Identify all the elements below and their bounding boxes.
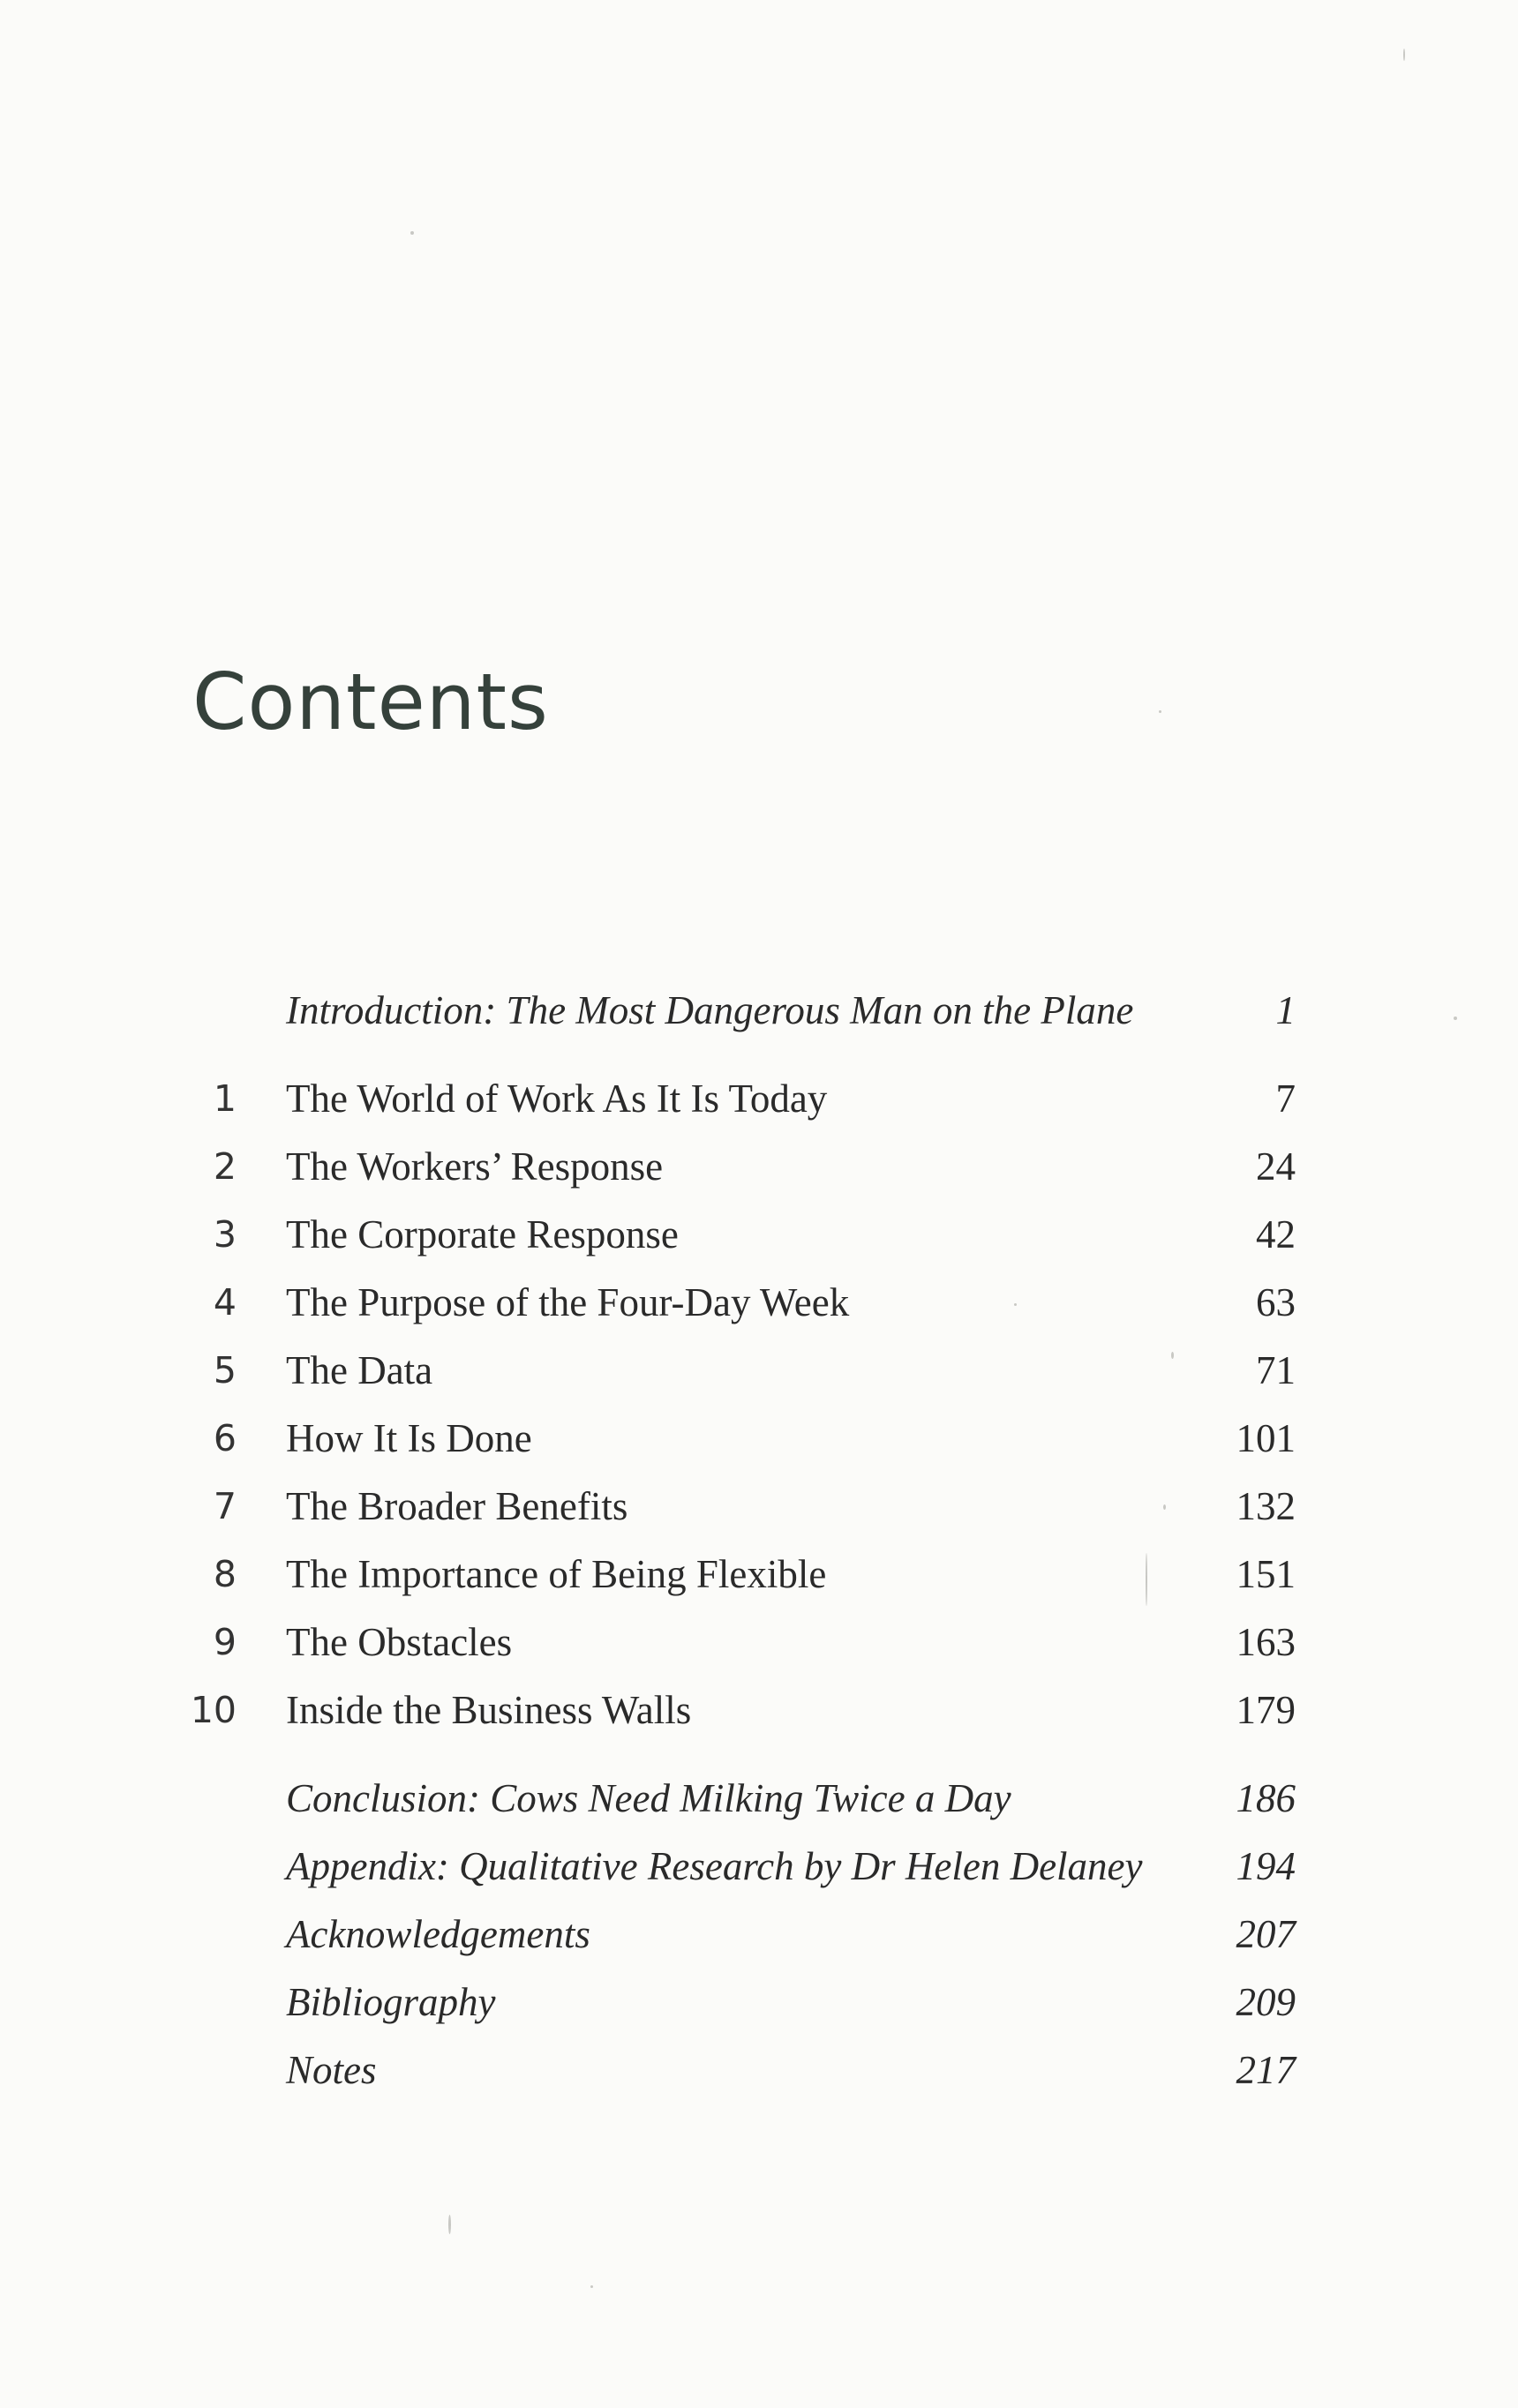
toc-chapter <box>0 1136 1518 1197</box>
scan-speck <box>1403 49 1405 61</box>
scan-speck <box>1014 1303 1017 1306</box>
chapter-title: How It Is Done <box>286 1416 532 1460</box>
chapter-page: 132 <box>1236 1484 1296 1528</box>
chapter-title: The Workers’ Response <box>286 1144 664 1189</box>
toc-chapter <box>0 1611 1518 1673</box>
scan-speck <box>1171 1352 1174 1359</box>
chapter-page: 63 <box>1256 1280 1296 1324</box>
scan-speck <box>590 2285 593 2288</box>
chapter-number: 9 <box>213 1621 237 1663</box>
chapter-title: The Broader Benefits <box>286 1484 628 1528</box>
scan-speck <box>1454 1016 1457 1020</box>
toc-entry-title: Appendix: Qualitative Research by Dr Helen Delaney <box>286 1844 1143 1888</box>
toc-entry-title: Conclusion: Cows Need Milking Twice a Day <box>286 1776 1011 1820</box>
chapter-title: Inside the Business Walls <box>286 1688 692 1732</box>
toc-entry-bibliography <box>0 1971 1518 2033</box>
chapter-title: The Data <box>286 1348 433 1392</box>
toc-chapter <box>0 1204 1518 1265</box>
toc-entry-page: 1 <box>1275 988 1296 1032</box>
chapter-number: 5 <box>213 1349 237 1392</box>
toc-entry-page: 186 <box>1236 1776 1296 1820</box>
toc-chapter <box>0 1475 1518 1537</box>
toc-chapter <box>0 1407 1518 1469</box>
toc-entry-notes <box>0 2039 1518 2101</box>
chapter-page: 151 <box>1236 1552 1296 1596</box>
chapter-number: 8 <box>213 1553 237 1595</box>
scan-speck <box>1146 1553 1147 1606</box>
chapter-page: 42 <box>1256 1212 1296 1257</box>
toc-chapter <box>0 1272 1518 1333</box>
toc-entry-appendix <box>0 1835 1518 1897</box>
scan-speck <box>1163 1504 1166 1510</box>
toc-entry-introduction <box>0 979 1518 1041</box>
toc-entry-page: 207 <box>1236 1912 1296 1956</box>
toc-entry-title: Notes <box>286 2048 377 2092</box>
toc-chapter <box>0 1068 1518 1129</box>
chapter-title: The Importance of Being Flexible <box>286 1552 827 1596</box>
chapter-page: 101 <box>1236 1416 1296 1460</box>
chapter-number: 3 <box>213 1213 237 1256</box>
chapter-page: 7 <box>1275 1076 1296 1121</box>
chapter-number: 10 <box>190 1689 237 1731</box>
chapter-number: 6 <box>213 1417 237 1459</box>
chapter-page: 24 <box>1256 1144 1296 1189</box>
scan-speck <box>1159 710 1161 713</box>
toc-entry-title: Acknowledgements <box>286 1912 590 1956</box>
chapter-title: The World of Work As It Is Today <box>286 1076 828 1121</box>
chapter-page: 71 <box>1256 1348 1296 1392</box>
toc-entry-title: Introduction: The Most Dangerous Man on the Plane <box>286 988 1134 1032</box>
scan-speck <box>410 231 414 235</box>
toc-entry-title: Bibliography <box>286 1980 496 2024</box>
page-title: Contents <box>192 656 549 747</box>
toc-entry-acknowledgements <box>0 1903 1518 1965</box>
chapter-title: The Corporate Response <box>286 1212 679 1257</box>
toc-entry-page: 209 <box>1236 1980 1296 2024</box>
chapter-page: 179 <box>1236 1688 1296 1732</box>
toc-entry-page: 194 <box>1236 1844 1296 1888</box>
chapter-number: 4 <box>213 1281 237 1324</box>
chapter-number: 7 <box>213 1485 237 1527</box>
chapter-number: 1 <box>213 1077 237 1120</box>
scan-speck <box>448 2215 451 2234</box>
chapter-number: 2 <box>213 1145 237 1188</box>
toc-entry-page: 217 <box>1236 2048 1296 2092</box>
chapter-title: The Obstacles <box>286 1620 513 1664</box>
chapter-title: The Purpose of the Four-Day Week <box>286 1280 850 1324</box>
toc-chapter <box>0 1543 1518 1605</box>
chapter-page: 163 <box>1236 1620 1296 1664</box>
toc-entry-conclusion <box>0 1767 1518 1829</box>
toc-chapter <box>0 1339 1518 1401</box>
toc-chapter <box>0 1679 1518 1741</box>
